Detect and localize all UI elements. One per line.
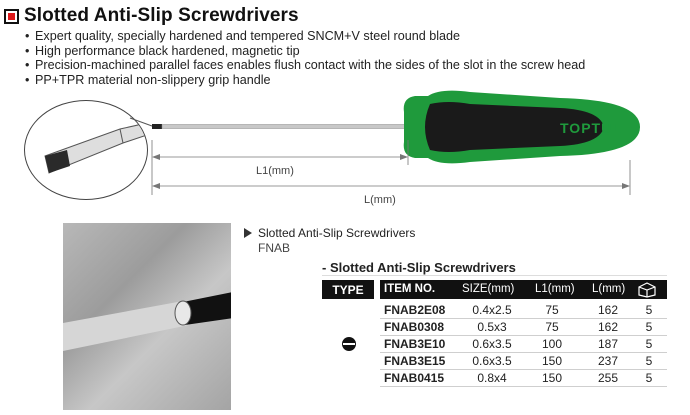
cell-l1: 100 (541, 337, 563, 351)
cell-item: FNAB2E08 (384, 303, 446, 317)
feature-item: • Expert quality, specially hardened and tempered SNCM+V steel round blade (25, 29, 585, 44)
page-title: Slotted Anti-Slip Screwdrivers (24, 5, 299, 26)
header-l: L(mm) (592, 283, 626, 295)
cell-size: 0.6x3.5 (472, 337, 512, 351)
cell-item: FNAB0308 (384, 320, 445, 334)
product-photo (63, 223, 231, 410)
triangle-arrow-icon (244, 228, 252, 238)
blade-shaft (162, 125, 408, 129)
table-title: - Slotted Anti-Slip Screwdrivers (322, 260, 516, 275)
slotted-icon (342, 337, 356, 351)
table-row (380, 370, 667, 387)
feature-item: • PP+TPR material non-slippery grip handle (25, 73, 585, 88)
subheading-name: Slotted Anti-Slip Screwdrivers (258, 226, 416, 240)
cell-l: 162 (597, 303, 619, 317)
cell-pack: 5 (645, 371, 653, 385)
table-row (380, 336, 667, 353)
cell-l: 187 (597, 337, 619, 351)
cell-pack: 5 (645, 303, 653, 317)
feature-item: • High performance black hardened, magnetic tip (25, 44, 585, 59)
cell-size: 0.6x3.5 (472, 354, 512, 368)
blade-tip (152, 124, 162, 129)
cell-item: FNAB0415 (384, 371, 445, 385)
photo-illustration (63, 223, 231, 410)
cell-l: 255 (597, 371, 619, 385)
table-divider (322, 275, 667, 276)
cell-l1: 75 (545, 320, 559, 334)
brand-logo: TOPTUL (560, 120, 622, 136)
product-code: FNAB (258, 241, 291, 255)
cell-pack: 5 (645, 337, 653, 351)
cell-item: FNAB3E10 (384, 337, 446, 351)
header-item-no: ITEM NO. (384, 283, 436, 295)
cell-l1: 150 (541, 354, 563, 368)
l1-dimension-label: L1(mm) (256, 165, 294, 177)
feature-item: • Precision-machined parallel faces enables flush contact with the sides of the slot in the screw head (25, 58, 585, 73)
cell-item: FNAB3E15 (384, 354, 446, 368)
header-size: SIZE(mm) (462, 283, 515, 295)
cell-l: 237 (597, 354, 619, 368)
cell-l1: 75 (545, 303, 559, 317)
cell-size: 0.4x2.5 (472, 303, 512, 317)
cell-l1: 150 (541, 371, 563, 385)
table-row (380, 319, 667, 336)
cell-pack: 5 (645, 354, 653, 368)
product-subheading (244, 226, 415, 240)
cell-size: 0.5x3 (477, 320, 507, 334)
cell-size: 0.8x4 (477, 371, 507, 385)
l-dimension-label: L(mm) (364, 194, 396, 206)
box-icon (636, 281, 658, 298)
cell-l: 162 (597, 320, 619, 334)
table-row (380, 302, 667, 319)
cell-pack: 5 (645, 320, 653, 334)
type-header: TYPE (322, 280, 374, 299)
header-l1: L1(mm) (535, 283, 575, 295)
table-row (380, 353, 667, 370)
